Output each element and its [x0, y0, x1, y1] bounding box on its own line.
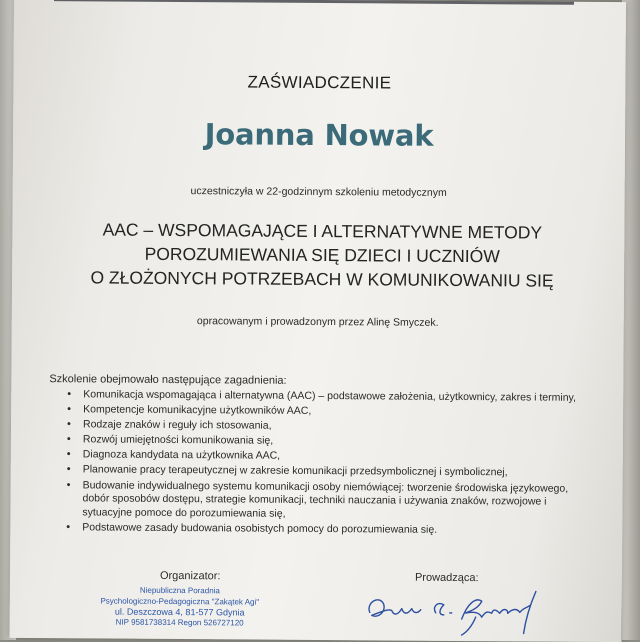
- organizer-line: NIP 9581738314 Regon 526727120: [115, 617, 244, 627]
- top-border: [54, 0, 574, 5]
- topic-item: • Diagnoza kandydata na użytkownika AAC,: [67, 449, 597, 466]
- organizer-line: Niepubliczna Poradnia: [139, 585, 220, 596]
- topic-item: • Rozwój umiejętności komunikowania się,: [67, 434, 597, 451]
- topics-list: [66, 388, 597, 540]
- organizer-label: Organizator:: [159, 569, 221, 583]
- recipient-name: Joanna Nowak: [204, 117, 434, 153]
- certificate-paper: [10, 0, 626, 642]
- topic-item: • Budowanie indywidualnego systemu komunikacji osoby niemówiącej: tworzenie środowiska językowego, dobór sposobów dostępu, strategie komunikacji, techniki nauczania i używania znaków, rozwojowe i sytuacyjne pomoce do porozumiewania się,: [66, 479, 596, 523]
- topic-item: • Podstawowe zasady budowania osobistych pomocy do porozumiewania się.: [66, 521, 596, 538]
- organizer-stamp: [60, 585, 300, 629]
- leader-signature: [358, 582, 558, 638]
- course-title: [42, 217, 602, 293]
- prepared-by-text: opracowanym i prowadzonym przez Alinę Smyczek.: [196, 315, 439, 329]
- topic-item: • Kompetencje komunikacyjne użytkowników AAC,: [67, 403, 597, 420]
- topic-item: • Rodzaje znaków i reguły ich stosowania,: [67, 418, 597, 435]
- organizer-line: ul. Deszczowa 4, 81-577 Gdynia: [114, 606, 245, 618]
- topic-item: • Planowanie pracy terapeutycznej w zakresie komunikacji przedsymbolicznej i symbolicznej,: [67, 464, 597, 481]
- certificate-title: ZAŚWIADCZENIE: [247, 72, 392, 93]
- topics-intro: Szkolenie obejmowało następujące zagadnienia:: [49, 373, 287, 387]
- leader-label: Prowadząca:: [414, 571, 479, 585]
- organizer-line: Psychologiczno-Pedagogiczna "Zakątek Agi": [100, 595, 260, 607]
- course-title-line: AAC – WSPOMAGAJĄCE I ALTERNATYWNE METODY: [102, 219, 543, 243]
- topic-item: • Komunikacja wspomagająca i alternatywna (AAC) – podstawowe założenia, użytkownicy, zakres i terminy,: [67, 388, 597, 405]
- course-title-line: POROZUMIEWANIA SIĘ DZIECI I UCZNIÓW: [144, 243, 500, 267]
- course-title-line: O ZŁOŻONYCH POTRZEBACH W KOMUNIKOWANIU SIĘ: [90, 267, 554, 291]
- participation-text: uczestniczyła w 22-godzinnym szkoleniu metodycznym: [190, 185, 447, 199]
